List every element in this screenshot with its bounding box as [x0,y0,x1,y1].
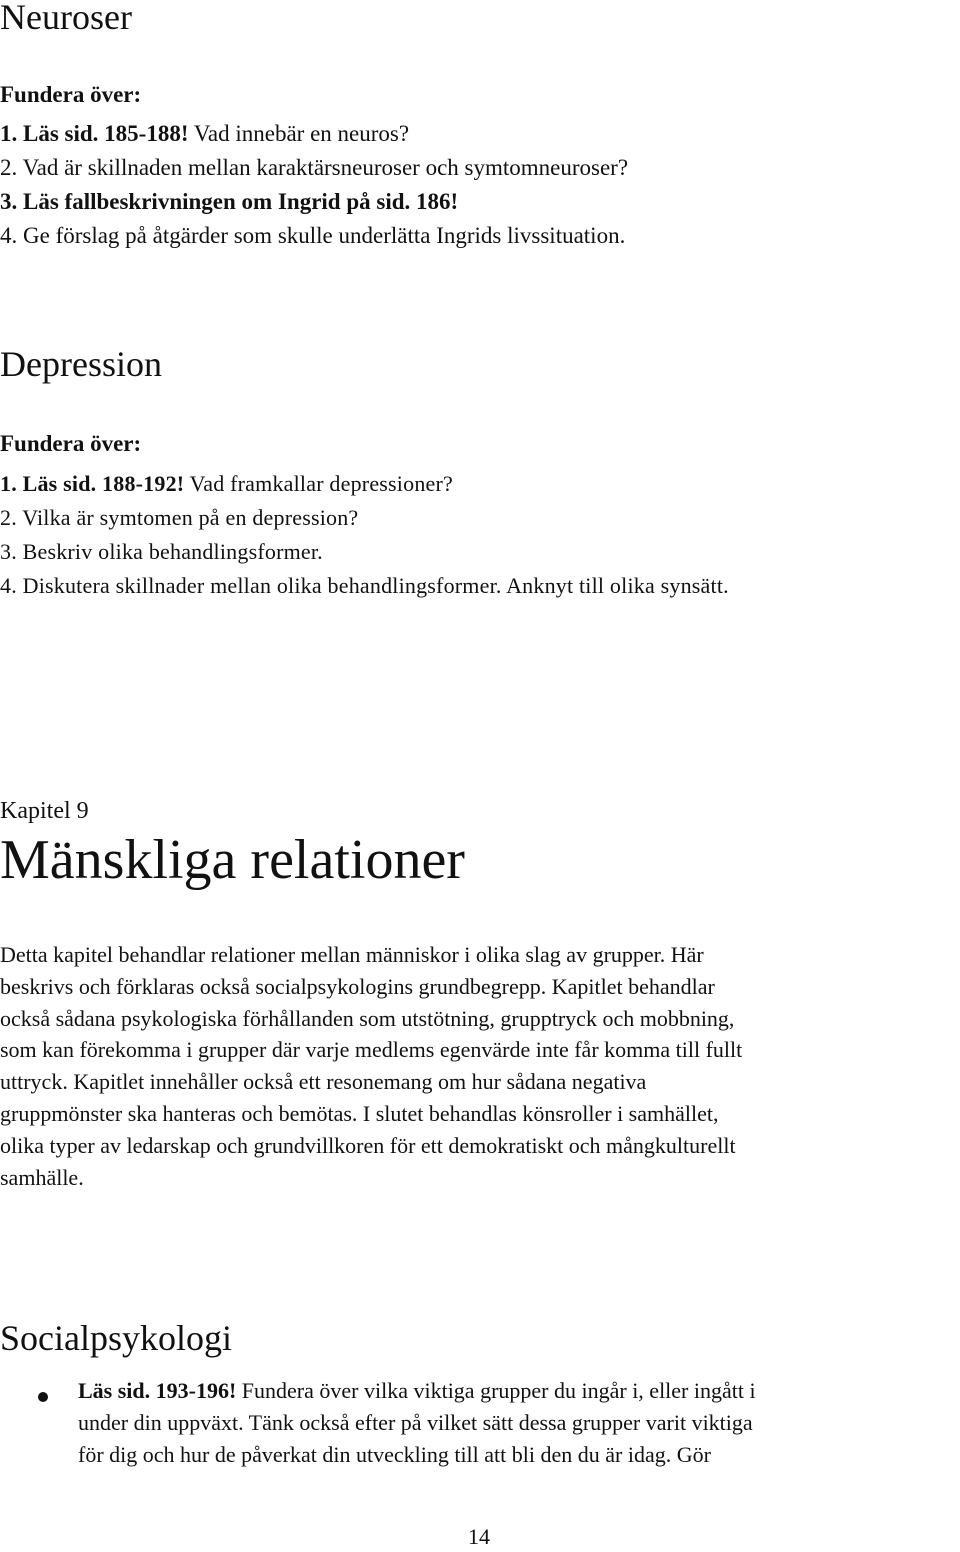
neuroser-item-2 [0,155,628,181]
depression-item-4 [0,573,729,599]
chapter-label: Kapitel 9 [0,798,89,824]
bullet-line-2: under din uppväxt. Tänk också efter på vilket sätt dessa grupper varit viktiga [78,1410,753,1435]
bullet-line-3: för dig och hur de påverkat din utveckling till att bli den du är idag. Gör [78,1442,711,1467]
paragraph-line: också sådana psykologiska förhållanden som utstötning, grupptryck och mobbning, [0,1005,735,1031]
neuroser-item-1 [0,121,409,147]
paragraph-line: olika typer av ledarskap och grundvillkoren för ett demokratiskt och mångkulturellt [0,1132,736,1158]
paragraph-line: beskrivs och förklaras också socialpsykologins grundbegrepp. Kapitlet behandlar [0,973,715,999]
neuroser-item-3-bold: 3. Läs fallbeskrivningen om Ingrid på sid. 186! [0,189,459,214]
depression-item-4-rest: 4. Diskutera skillnader mellan olika behandlingsformer. Anknyt till olika synsätt. [0,573,729,598]
heading-depression: Depression [0,344,162,384]
chapter-title: Mänskliga relationer [0,829,465,891]
chapter-intro-paragraph [0,939,960,1193]
heading-socialpsykologi: Socialpsykologi [0,1318,232,1358]
depression-item-1-bold: 1. Läs sid. 188-192! [0,471,185,496]
depression-item-2-rest: 2. Vilka är symtomen på en depression? [0,505,359,530]
fundera-label-depression: Fundera över: [0,431,142,456]
bullet-line-1 [78,1375,756,1407]
depression-item-3 [0,539,323,565]
neuroser-item-1-bold: 1. Läs sid. 185-188! [0,121,189,146]
fundera-label-neuroser: Fundera över: [0,82,142,107]
page-number: 14 [468,1524,490,1549]
paragraph-line: som kan förekomma i grupper där varje medlems egenvärde inte får komma till fullt [0,1037,743,1063]
neuroser-item-3 [0,189,458,215]
paragraph-line: gruppmönster ska hanteras och bemötas. I slutet behandlas könsroller i samhället, [0,1100,719,1126]
neuroser-item-4-rest: 4. Ge förslag på åtgärder som skulle underlätta Ingrids livssituation. [0,223,626,248]
bullet-line-1-rest: Fundera över vilka viktiga grupper du ingår i, eller ingått i [236,1378,756,1403]
bullet-bold: Läs sid. 193-196! [78,1378,237,1403]
heading-neuroser: Neuroser [0,0,132,37]
neuroser-item-1-rest: Vad innebär en neuros? [188,121,410,146]
paragraph-line: Detta kapitel behandlar relationer mellan människor i olika slag av grupper. Här [0,942,704,967]
neuroser-item-2-rest: 2. Vad är skillnaden mellan karaktärsneuroser och symtomneuroser? [0,155,629,180]
bullet-item [78,1375,756,1471]
paragraph-line: uttryck. Kapitlet innehåller också ett resonemang om hur sådana negativa [0,1069,647,1095]
depression-item-2 [0,505,358,531]
paragraph-line: samhälle. [0,1164,84,1190]
depression-item-1 [0,471,453,497]
depression-item-1-rest: Vad framkallar depressioner? [184,471,453,496]
neuroser-item-4 [0,223,625,249]
bullet-icon [38,1392,48,1402]
depression-item-3-rest: 3. Beskriv olika behandlingsformer. [0,539,323,564]
